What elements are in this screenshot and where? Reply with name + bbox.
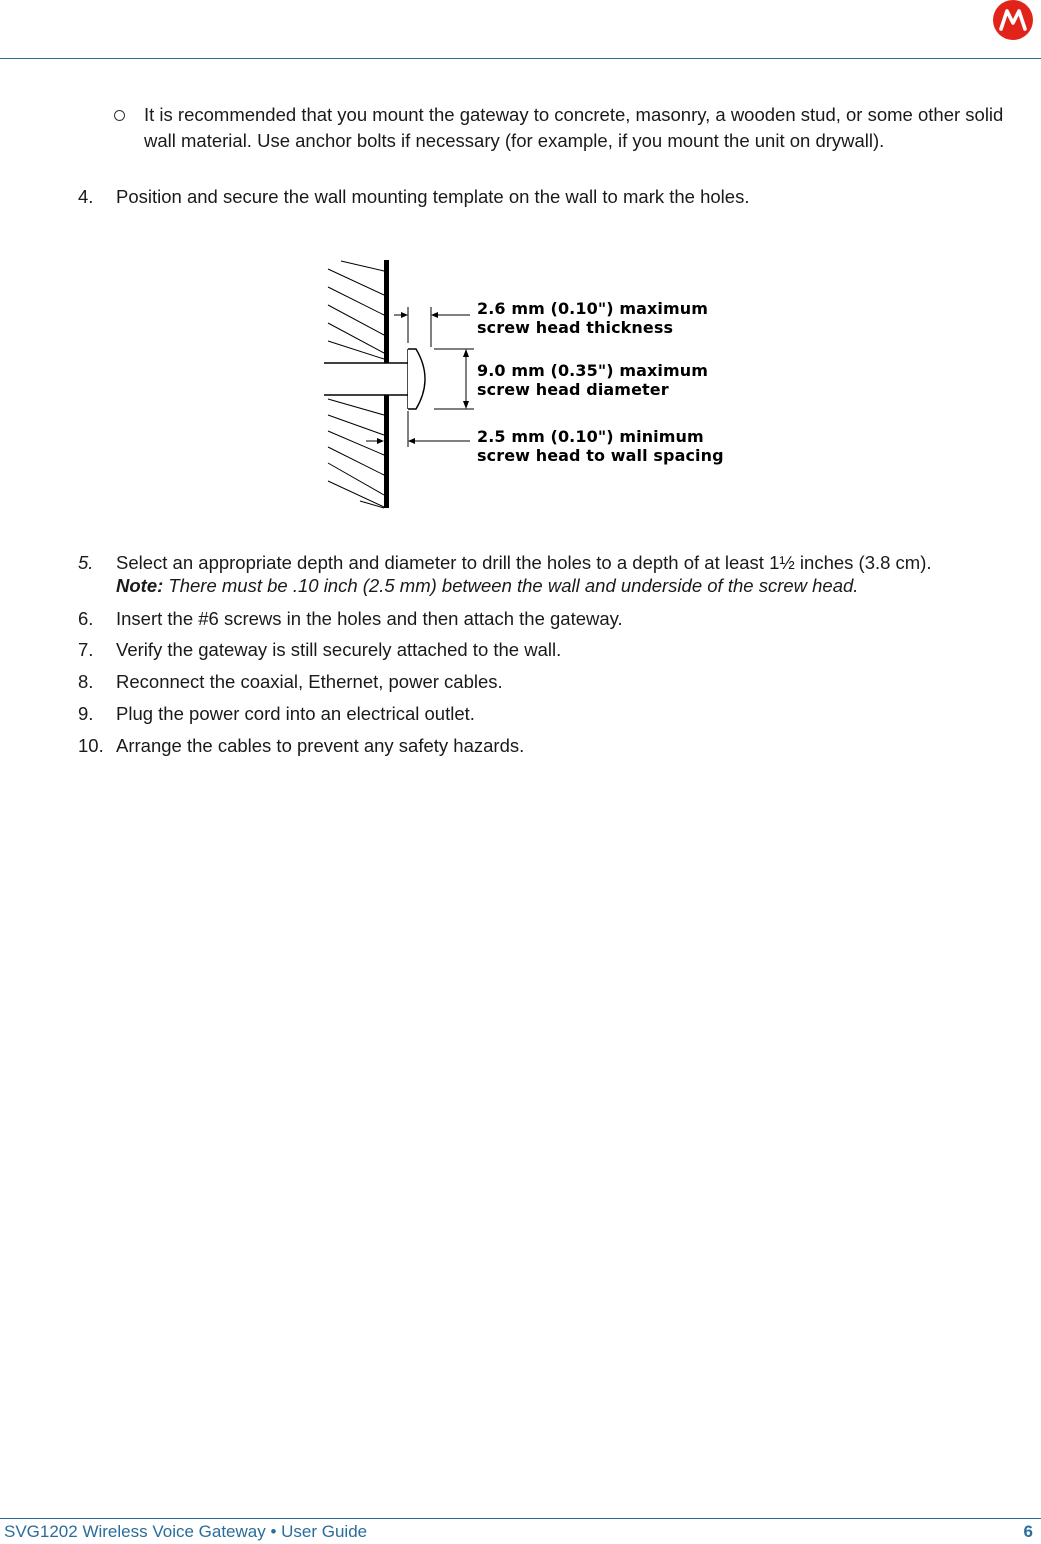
footer-title: SVG1202 Wireless Voice Gateway • User Guide <box>4 1522 368 1541</box>
step-number: 7. <box>78 639 94 660</box>
step-text: Select an appropriate depth and diameter to drill the holes to a depth of at least 1½ inches (3.8 cm). <box>116 552 932 573</box>
thickness-label-line2: screw head thickness <box>477 318 674 337</box>
step-number: 10. <box>78 735 104 756</box>
step-text: Insert the #6 screws in the holes and then attach the gateway. <box>116 608 623 629</box>
screw-mounting-diagram <box>300 255 724 520</box>
diameter-label-line2: screw head diameter <box>477 380 669 399</box>
header-rule <box>0 58 1041 59</box>
step-number: 4. <box>78 186 94 207</box>
step-text: Reconnect the coaxial, Ethernet, power cables. <box>116 671 503 692</box>
bullet-text: It is recommended that you mount the gateway to concrete, masonry, a wooden stud, or some other solid wall material. Use anchor bolts if necessary (for example, if you mount the unit on drywall). <box>144 104 1004 151</box>
motorola-logo <box>993 0 1033 40</box>
step-number: 5. <box>78 552 94 573</box>
step-note <box>116 573 858 599</box>
step-number: 8. <box>78 671 94 692</box>
step-text: Position and secure the wall mounting template on the wall to mark the holes. <box>116 186 750 207</box>
note-text: There must be .10 inch (2.5 mm) between the wall and underside of the screw head. <box>168 575 859 596</box>
bullet-circle-icon <box>114 110 125 121</box>
step-text: Arrange the cables to prevent any safety hazards. <box>116 735 525 756</box>
page-number: 6 <box>1023 1522 1033 1541</box>
thickness-label-line1: 2.6 mm (0.10") maximum <box>477 299 709 318</box>
step-text: Plug the power cord into an electrical outlet. <box>116 703 475 724</box>
diameter-label-line1: 9.0 mm (0.35") maximum <box>477 361 709 380</box>
step-number: 6. <box>78 608 94 629</box>
spacing-label-line2: screw head to wall spacing <box>477 446 724 465</box>
step-number: 9. <box>78 703 94 724</box>
step-text: Verify the gateway is still securely attached to the wall. <box>116 639 562 660</box>
note-label: Note: <box>116 575 164 596</box>
spacing-label-line1: 2.5 mm (0.10") minimum <box>477 427 704 446</box>
footer-rule <box>0 1518 1041 1519</box>
